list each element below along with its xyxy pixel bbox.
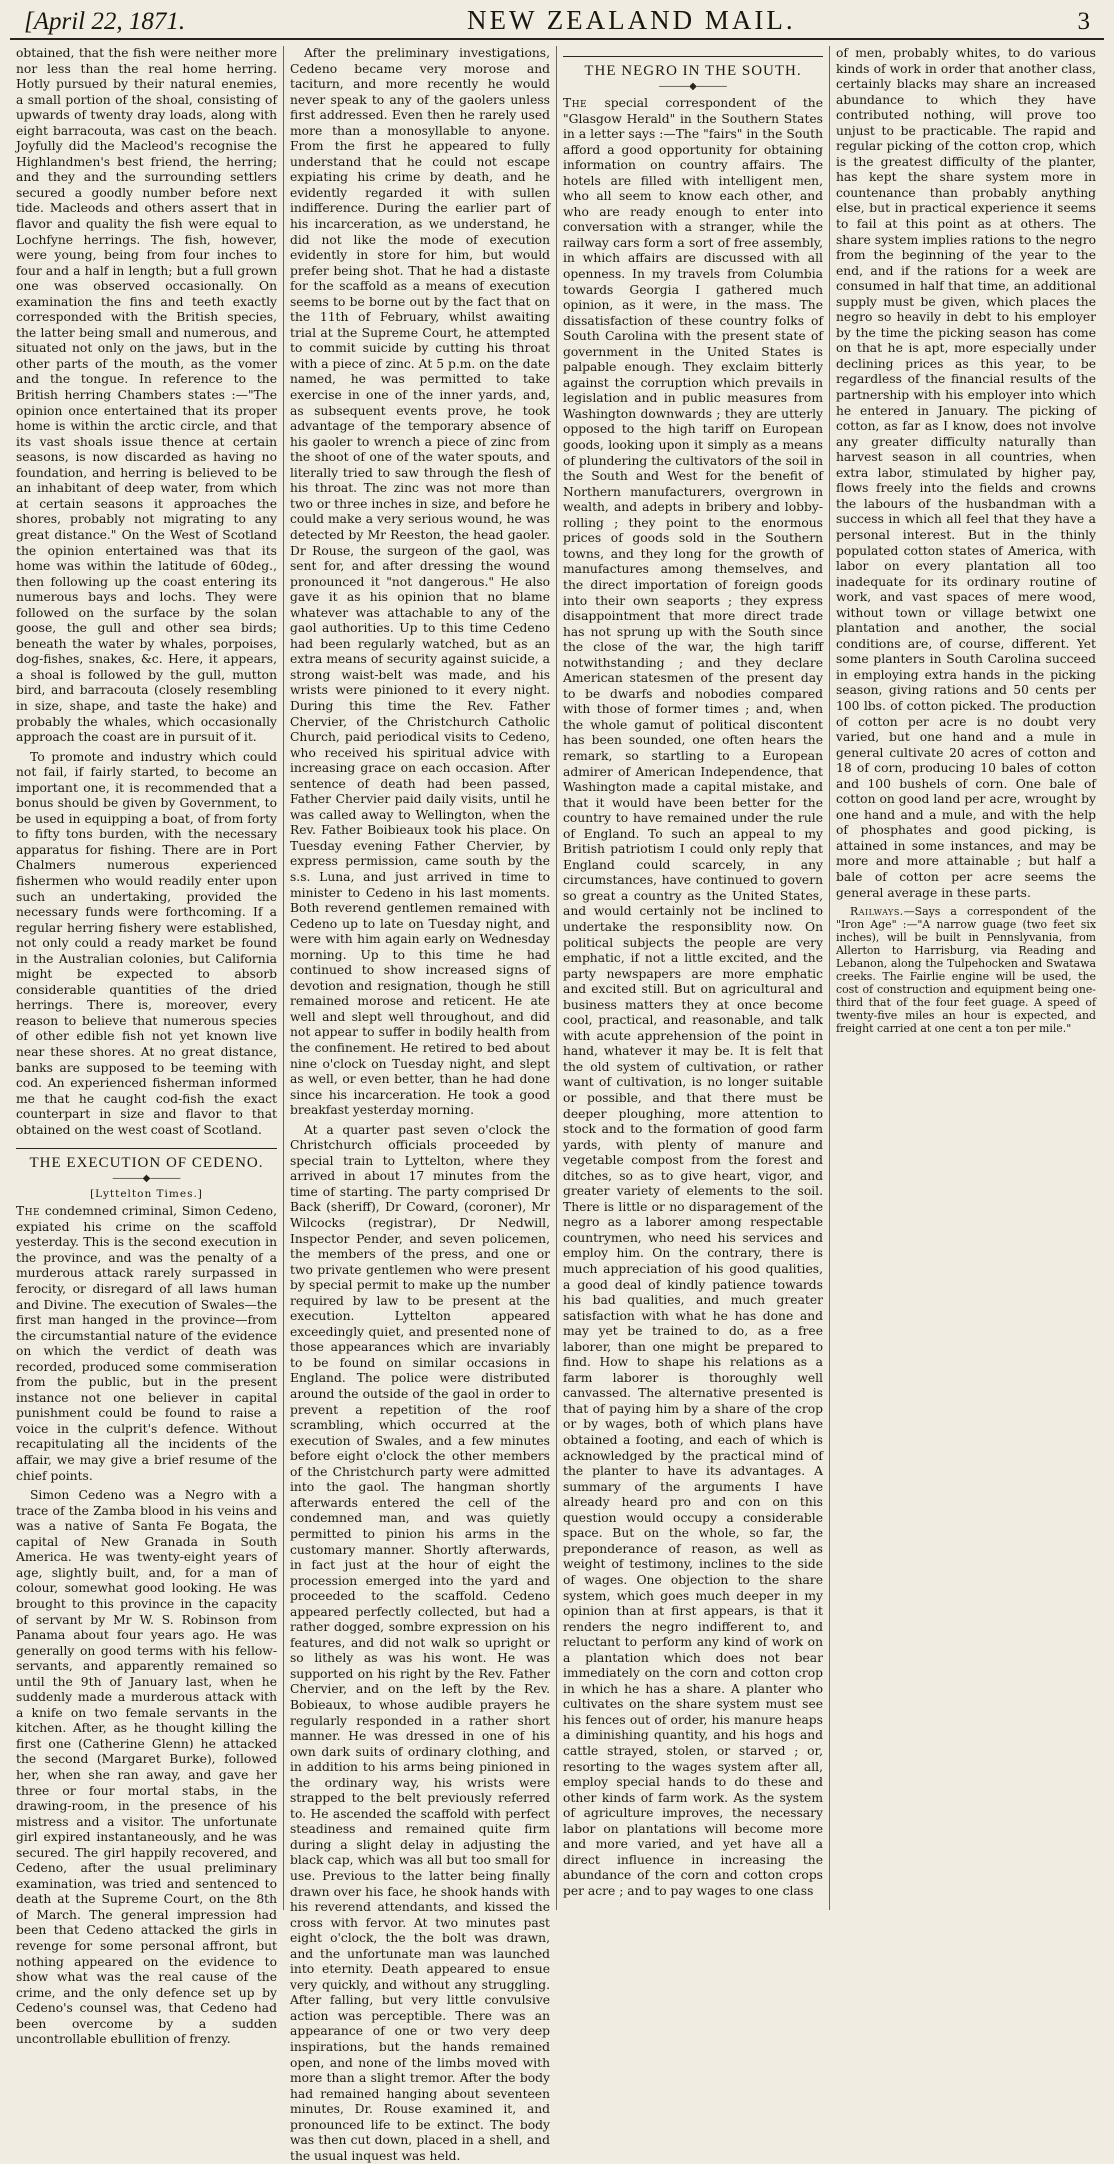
column-3: [556, 46, 829, 1910]
cedeno-paragraph-2: Simon Cedeno was a Negro with a trace of the Zamba blood in his veins and was a native of Santa Fe Bogata, the capital of New Granada in South America. He was twenty-eight years of age, slightly built, and, for a man of colour, somewhat good looking. He was brought to this province in the capacity of servant by Mr W. S. Robinson from Panama about four years ago. He was generally on good terms with his fellow-servants, and apparently remained so until the 9th of January last, when he suddenly made a murderous attack with a knife on two female servants in the kitchen. After, as he thought killing the first one (Catherine Glenn) he attacked the second (Margaret Burke), followed her, when she ran away, and gave her three or four mortal stabs, in the drawing-room, in the presence of his mistress and a visitor. The unfortunate girl expired instantaneously, and he was secured. The girl happily recovered, and Cedeno, after the usual preliminary examination, was tried and sentenced to death at the Supreme Court, on the 8th of March. The general impression had been that Cedeno attacked the girls in revenge for some personal affront, but nothing appeared on the evidence to show what was the real cause of the crime, and the only defence set up by Cedeno's counsel was, that Cedeno had been overcome by a sudden uncontrollable ebullition of frenzy.: [16, 1488, 277, 2047]
cedeno-heading: THE EXECUTION OF CEDENO.: [29, 1155, 264, 1172]
column-1: [10, 46, 283, 2047]
railways-text: —Says a correspondent of the "Iron Age" :—"A narrow guage (two feet six inches), will be built in Pennslyvania, from Allerton to Harrisburg, via Reading and Lebanon, along the Tulpehocken and Swatawa creeks. The Fairlie engine will be used, the cost of construction and equipment being one-third that of the four feet guage. A speed of twenty-five miles an hour is expected, and freight carried at one cent a ton per mile.": [836, 905, 1096, 1036]
heading-ornament: ―――◆―――: [112, 1173, 181, 1185]
page-number: 3: [1077, 8, 1090, 35]
cedeno-paragraph-3: After the preliminary investigations, Cedeno became very morose and taciturn, and more recently he would never speak to any of the gaolers unless first addressed. Even then he rarely used more than a monosyllable to anyone. From the first he appeared to fully understand that he could not escape expiating his crime by death, and he evidently regarded it with sullen indifference. During the earlier part of his incarceration, as we understand, he did not like the mode of execution evidently in store for him, but would prefer being shot. That he had a distaste for the scaffold as a means of execution seems to be borne out by the fact that on the 11th of February, whilst awaiting trial at the Supreme Court, he attempted to commit suicide by cutting his throat with a piece of zinc. At 5 p.m. on the date named, he was permitted to take exercise in one of the inner yards, and, as subsequent events prove, he took advantage of the temporary absence of his gaoler to wrench a piece of zinc from the shoot of one of the water spouts, and literally tried to saw through the flesh of his throat. The zinc was not more than two or three inches in size, and before he could make a very serious wound, he was detected by Mr Reeston, the head gaoler. Dr Rouse, the surgeon of the gaol, was sent for, and after dressing the wound pronounced it "not dangerous." He also gave it as his opinion that no blame whatever was attachable to any of the gaol authorities. Up to this time Cedeno had been regularly watched, but as an extra means of security against suicide, a strong waist-belt was made, and his wrists were pinioned to it every night. During this time the Rev. Father Chervier, of the Christchurch Catholic Church, paid periodical visits to Cedeno, who received his spiritual advice with increasing grace on each occasion. After sentence of death had been passed, Father Chervier paid daily visits, until he was called away to Wellington, when the Rev. Father Boibieaux took his place. On Tuesday evening Father Chervier, by express permission, came south by the s.s. Luna, and just arrived in time to minister to Cedeno in his last moments. Both reverend gentlemen remained with Cedeno up to late on Tuesday night, and were with him again early on Wednesday morning. Up to this time he had continued to show increased signs of devotion and resignation, though he still remained morose and reticent. He ate well and slept well throughout, and did not appear to suffer in bodily health from the confinement. He retired to bed about nine o'clock on Tuesday night, and slept as well, or even better, than he had done since his incarceration. He took a good breakfast yesterday morning.: [290, 46, 550, 1118]
negro-heading: THE NEGRO IN THE SOUTH.: [584, 63, 802, 79]
negro-lead-word: The: [563, 96, 588, 110]
issue-date: [April 22, 1871.: [24, 8, 186, 35]
cedeno-paragraph-1: [16, 1204, 277, 1484]
columns: [10, 46, 1104, 2163]
cedeno-lead-word: The: [16, 1204, 41, 1219]
masthead: [10, 0, 1104, 40]
railways-paragraph: [836, 905, 1096, 1035]
column-2: [283, 46, 556, 2163]
negro-paragraph-1-text: special correspondent of the "Glasgow Herald" in the Southern States in a letter says :—The "fairs" in the South afford a good opportunity for obtaining information on country affairs. The hotels are filled with intelligent men, who all seem to know each other, and who are ready enough to enter into conversation with a stranger, while the railway cars form a sort of free assembly, in which affairs are discussed with all openness. In my travels from Columbia towards Georgia I gathered much opinion, as it were, in the mass. The dissatisfaction of these country folks of South Carolina with the present state of government in the United States is palpable enough. They exclaim bitterly against the corruption which prevails in legislation and in public measures from Washington downwards ; they are utterly opposed to the high tariff on European goods, looking upon it simply as a means of plundering the cultivators of the soil in the South and West for the benefit of Northern manufacturers, overgrown in wealth, and adepts in bribery and lobby-rolling ; they point to the enormous prices of goods sold in the Southern towns, and they long for the growth of manufactures among themselves, and the direct importation of foreign goods into their own seaports ; they express disappointment that more direct trade has not sprung up with the South since the close of the war, the high tariff notwithstanding ; and they declare American statesmen of the present day to be dwarfs and nobodies compared with those of former times ; and, when the whole gamut of political discontent has been sounded, one often hears the remark, so startling to a European admirer of American Independence, that Washington made a capital mistake, and that it would have been better for the country to have remained under the rule of England. To such an appeal to my British patriotism I could only reply that England could scarcely, in any circumstances, have continued to govern so great a country as the United States, and would certainly not be inclined to undertake the responsiblity now. On political subjects the people are very emphatic, if not a little excited, and the party newspapers are more emphatic and excited still. But on agricultural and business matters they at once become cool, practical, and reasonable, and talk with acute apprehension of the point in hand, whatever it may be. It is felt that the old system of cultivation, or rather want of cultivation, is no longer suitable or possible, and that there must be deeper ploughing, more attention to stock and to the formation of good farm yards, with plenty of manure and vegetable compost from the forest and ditches, so as to give heart, vigor, and greater variety of elements to the soil. There is little or no disparagement of the negro as a laborer among respectable countrymen, who need his services and employ him. On the contrary, there is much appreciation of his good qualities, a good deal of kindly patience towards his bad qualities, and much greater satisfaction with what he has done and may yet be trained to do, as a free laborer, than one might be prepared to find. How to shape his relations as a farm laborer is thoroughly well canvassed. The alternative presented is that of paying him by a share of the crop or by wages, both of which plans have obtained a footing, and each of which is acknowledged by the practical mind of the planter to have its advantages. A summary of the arguments I have already heard pro and con on this question would occupy a considerable space. But on the whole, so far, the preponderance of reason, as well as weight of testimony, inclines to the side of wages. One objection to the share system, which goes much deeper in my opinion than at first appears, is that it renders the negro indifferent to, and reluctant to perform any kind of work on a plantation which does not bear immediately on the corn and cotton crop in which he has a share. A planter who cultivates on the share system must see his fences out of order, his manure heaps a diminishing quantity, and his hogs and cattle strayed, stolen, or starved ; or, resorting to the wages system after all, employ special hands to do these and other kinds of farm work. As the system of agriculture improves, the necessary labor on plantations will become more and more varied, and yet have all a direct influence in increasing the abundance of the corn and cotton crops per acre ; and to pay wages to one class: [563, 96, 823, 1898]
newspaper-title: NEW ZEALAND MAIL.: [466, 5, 796, 35]
negro-paragraph-1: [563, 96, 823, 1899]
railways-lead-word: Railways.: [850, 905, 904, 919]
negro-paragraph-continued: of men, probably whites, to do various kinds of work in order that another class, certainly blacks may share an increased abundance to which they have contributed nothing, will prove too unjust to be practicable. The rapid and regular picking of the cotton crop, which is the greatest difficulty of the planter, has kept the share system more in countenance than probably anything else, but in practical experience it seems to fail at this point as at others. The share system implies rations to the negro from the beginning of the year to the end, and if the rations for a week are consumed in half that time, an additional supply must be given, which places the negro so heavily in debt to his employer by the time the picking season has come on that he is apt, more especially under declining prices as this year, to be regardless of the financial results of the partnership with his employer into which he entered in January. The picking of cotton, as far as I know, does not involve any greater difficulty naturally than harvest season in all countries, when extra labor, stimulated by higher pay, flows freely into the fields and crowns the labours of the husbandman with a success in which all feel that they have a personal interest. But in the thinly populated cotton states of America, with labor on every plantation all too inadequate for its ordinary routine of work, and vast spaces of mere wood, without town or village betwixt one plantation and another, the social conditions are, of course, different. Yet some planters in South Carolina succeed in employing extra hands in the picking season, giving rations and 50 cents per 100 lbs. of cotton picked. The production of cotton per acre is no doubt very varied, but one hand and a mule in general cultivate 20 acres of cotton and 18 of corn, producing 10 bales of cotton and 100 bushels of corn. One bale of cotton on good land per acre, wrought by one hand and a mule, and with the help of phosphates and good picking, is attained in some instances, and may be more and more attainable ; but half a bale of cotton per acre seems the general average in these parts.: [836, 46, 1096, 900]
cedeno-paragraph-4: At a quarter past seven o'clock the Christchurch officials proceeded by special train to Lyttelton, where they arrived in about 17 minutes from the time of starting. The party comprised Dr Back (sheriff), Dr Coward, (coroner), Mr Wilcocks (registrar), Dr Nedwill, Inspector Pender, and seven policemen, the members of the press, and one or two private gentlemen who were present by special permit to make up the number required by law to be present at the execution. Lyttelton appeared exceedingly quiet, and presented none of those appearances which are invariably to be found on similar occasions in England. The police were distributed around the outside of the gaol in order to prevent a repetition of the roof scrambling, which occurred at the execution of Swales, and a few minutes before eight o'clock the other members of the Christchurch party were admitted into the gaol. The hangman shortly afterwards entered the cell of the condemned man, and was quietly permitted to pinion his arms in the customary manner. Shortly afterwards, in fact just at the hour of eight the procession emerged into the yard and proceeded to the scaffold. Cedeno appeared perfectly collected, but had a rather dogged, sombre expression on his features, and did not walk so upright or so lithely as was his wont. He was supported on his right by the Rev. Father Chervier, and on the left by the Rev. Bobieaux, to whose audible prayers he regularly responded in a rather short manner. He was dressed in one of his own dark suits of ordinary clothing, and in addition to his arms being pinioned in the ordinary way, his wrists were strapped to the belt previously referred to. He ascended the scaffold with perfect steadiness and remained quite firm during a slight delay in adjusting the black cap, which was all but too small for use. Previous to the latter being finally drawn over his face, he shook hands with his reverend attendants, and kissed the cross with fervor. At two minutes past eight o'clock, the the bolt was drawn, and the unfortunate man was launched into eternity. Death appeared to ensue very quickly, and without any struggling. After falling, but very little convulsive action was perceptible. There was an appearance of one or two very deep inspirations, but the hands remained open, and none of the limbs moved with more than a slight tremor. After the body had remained hanging about seventeen minutes, Dr. Rouse examined it, and pronounced life to be extinct. The body was then cut down, placed in a shell, and the usual inquest was held.: [290, 1122, 550, 2163]
column-4: [829, 46, 1102, 1910]
cedeno-paragraph-1-text: condemned criminal, Simon Cedeno, expiated his crime on the scaffold yesterday. This is the second execution in the province, and was the penalty of a murderous attack rarely surpassed in ferocity, or disregard of all laws human and Divine. The execution of Swales—the first man hanged in the province—from the circumstantial nature of the evidence on which the verdict of death was recorded, produced some commiseration from the public, but in the present instance not one believer in capital punishment could be found to raise a voice in the culprit's defence. Without recapitulating all the incidents of the affair, we may give a brief resume of the chief points.: [16, 1204, 277, 1483]
section-rule: [16, 1148, 277, 1149]
herring-paragraph-1: obtained, that the fish were neither more nor less than the real home herring. Hotly pursued by their natural enemies, a small portion of the shoal, consisting of upwards of twenty dray loads, along with eight barracouta, was cast on the beach. Joyfully did the Macleod's recognise the Highlandmen's best friend, the herring; and they and the surrounding settlers secured a goodly number before next tide. Macleods and others assert that in flavor and quality the fish were equal to Lochfyne herrings. The fish, however, were young, being from four inches to four and a half in length; but a full grown one was observed occasionally. On examination the fins and teeth exactly corresponded with the British species, the latter being small and numerous, and situated not only on the jaws, but in the other parts of the mouth, as the vomer and the tongue. In reference to the British herring Chambers states :—"The opinion once entertained that its proper home is within the arctic circle, and that its vast shoals issue thence at certain seasons, is now discarded as having no foundation, and herring is believed to be an inhabitant of deep water, from which at certain seasons it approaches the shores, probably not migrating to any great distance." On the West of Scotland the opinion entertained was that its home was within the latitude of 60deg., then following up the coast entering its numerous bays and lochs. They were followed on the surface by the solan goose, the gull and other sea birds; beneath the water by whales, porpoises, dog-fishes, snakes, &c. Here, it appears, a shoal is followed by the gull, mutton bird, and barracouta (closely resembling in size, shape, and taste the hake) and probably the whales, which occasionally approach the coast are in pursuit of it.: [16, 46, 277, 745]
herring-paragraph-2: To promote and industry which could not fail, if fairly started, to become an important one, it is recommended that a bonus should be given by Government, to be used in equipping a boat, of from forty to fifty tons burden, with the necessary apparatus for fishing. There are in Port Chalmers numerous experienced fishermen who would readily enter upon such an undertaking, provided the necessary funds were forthcoming. If a regular herring fishery were established, not only could a ready market be found in the Australian colonies, but California might be expected to absorb considerable quantities of the dried herrings. There is, moreover, every reason to believe that numerous species of other edible fish not yet known live near these shores. At no great distance, banks are supposed to be teeming with cod. An experienced fisherman informed me that he caught cod-fish the exact counterpart in size and flavor to that obtained on the west coast of Scotland.: [16, 749, 277, 1137]
cedeno-source: [Lyttelton Times.]: [90, 1188, 203, 1201]
heading-ornament: ―――◆―――: [659, 81, 727, 92]
section-rule: [563, 56, 823, 57]
